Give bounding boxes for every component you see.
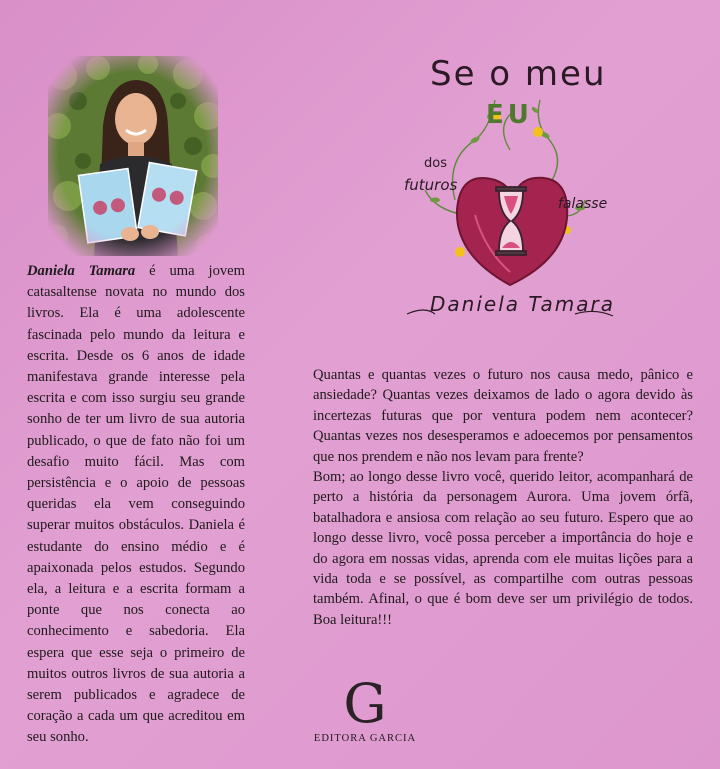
title-line-se-o-meu: Se o meu xyxy=(430,54,607,94)
title-word-futuros: futuros xyxy=(404,176,458,194)
publisher-logo xyxy=(300,672,430,746)
publisher-name: EDITORA GARCIA xyxy=(313,733,417,744)
author-photo-illustration xyxy=(48,56,218,256)
title-word-falasse: falasse xyxy=(558,196,608,212)
author-photo xyxy=(48,56,218,256)
author-bio-text: é uma jovem catasaltense novata no mundo dos livros. Ela é uma adolescente fascinada pelo mundo da leitura e escrita. Desde os 6 anos de idade manifestava grande interesse pela escrita e com isso surgiu seu grande sonho de ter um livro de sua autoria publicado, o que de fato não foi um desafio muito fácil. Mas com persistência e o apoio de pessoas queridas ela vem conseguindo superar muitos obstáculos. Daniela é estudante do ensino médio e é apaixonada pelos estudos. Segundo ela, a leitura e a escrita formam a ponte que nos conecta ao conhecimento e sabedoria. Ela espera que esse seja o primeiro de muitos outros livros de sua autoria a serem publicados e agradece de coração a cada um que acreditou em seu sonho. xyxy=(27,263,245,746)
title-word-dos: dos xyxy=(424,156,447,171)
author-signature: Daniela Tamara xyxy=(430,292,615,316)
author-bio-name: Daniela Tamara xyxy=(27,263,136,279)
publisher-logo-letter: G xyxy=(343,672,387,735)
synopsis-paragraph-2: Bom; ao longo desse livro você, querido leitor, acompanhará de perto a história da personagem Aurora. Uma jovem órfã, batalhadora e ansiosa com relação ao seu futuro. Espero que ao longo desse livro, você possa perceber a importância do hoje e do agora em nossas vidas, aprenda com ele muitas lições para a vida toda e se possível, as compartilhe com outras pessoas também. Afinal, o que é bom deve ser um privilégio de todos. Boa leitura!!! xyxy=(313,469,693,628)
synopsis-paragraph-1: Quantas e quantas vezes o futuro nos causa medo, pânico e ansiedade? Quantas vezes deixamos de lado o agora devido às incertezas futuras que por ventura podem nem acontecer? Quantas vezes nos desesperamos e adoecemos por pensamentos que nos prendem e não nos levam para frente? xyxy=(313,367,693,465)
title-word-eu: EU xyxy=(486,100,533,130)
author-bio xyxy=(27,261,245,749)
book-synopsis xyxy=(313,365,693,630)
